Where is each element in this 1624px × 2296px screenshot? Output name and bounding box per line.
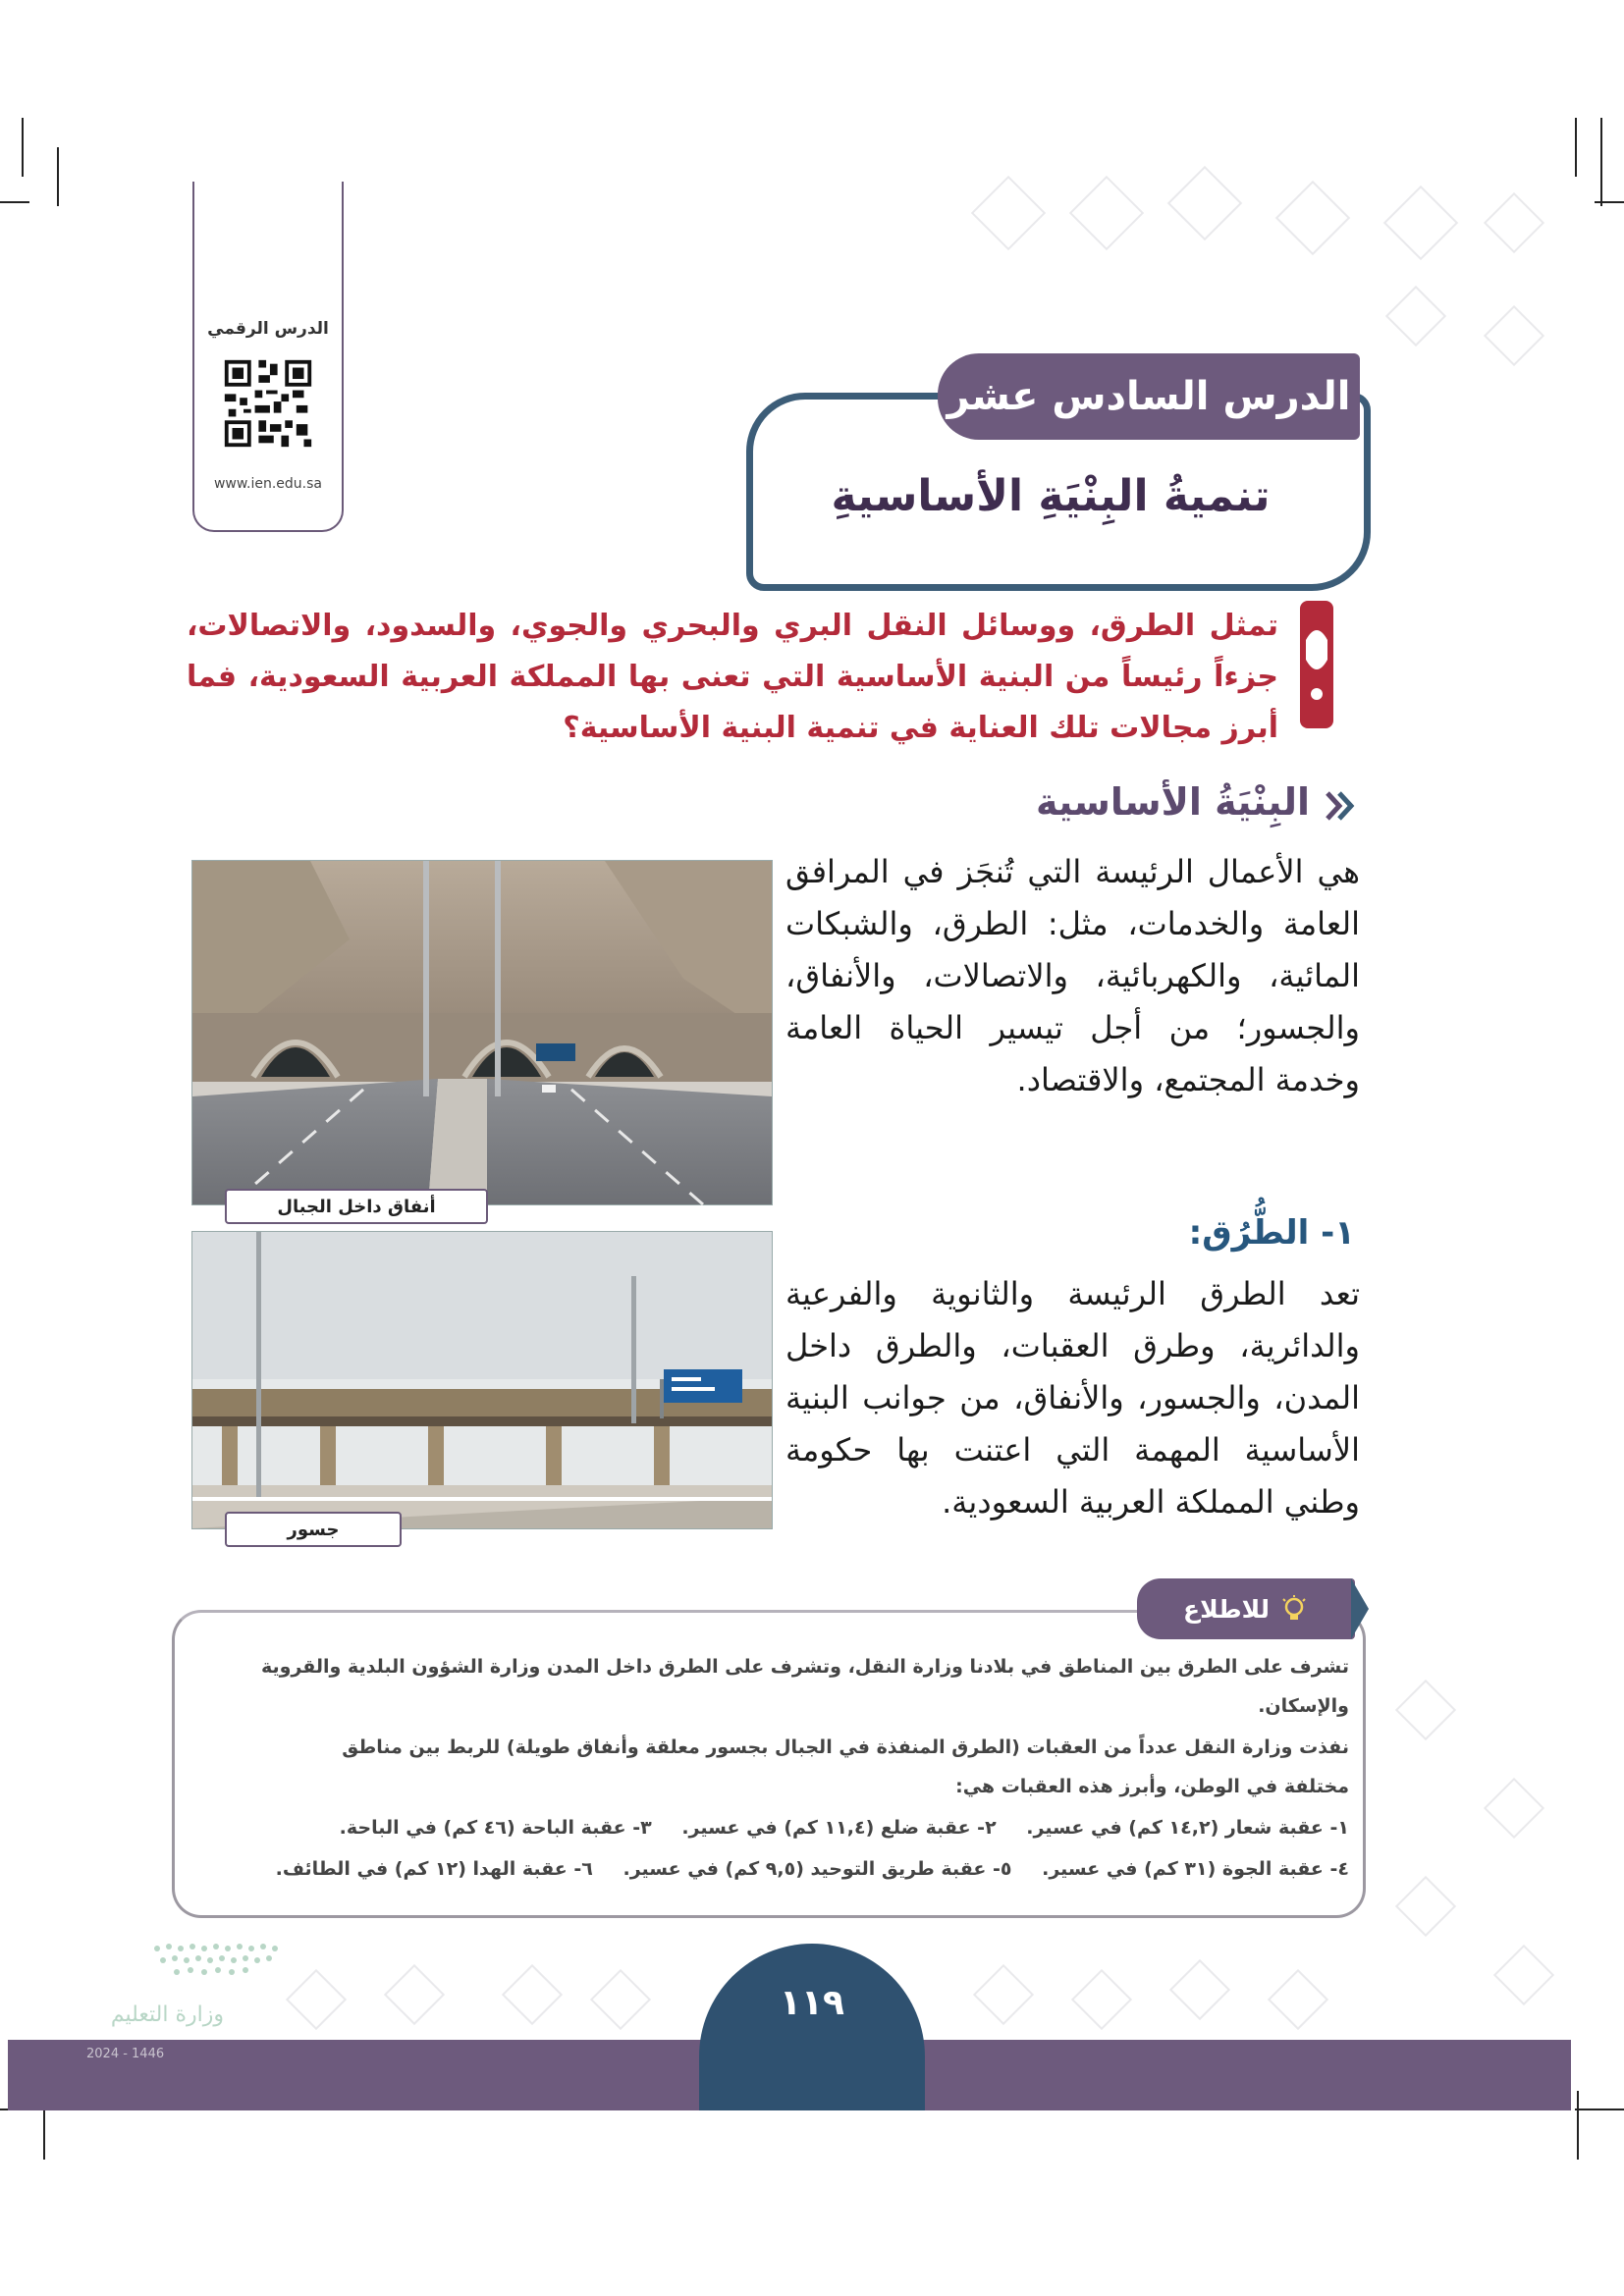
crop-mark bbox=[1577, 2091, 1579, 2160]
bridges-illustration bbox=[192, 1232, 772, 1528]
crop-mark bbox=[1600, 118, 1602, 206]
photo-bridges bbox=[191, 1231, 773, 1540]
intro-question: تمثل الطرق، ووسائل النقل البري والبحري والجوي، والسدود، والاتصالات، جزءاً رئيساً من البنية الأساسية التي تعنى بها المملكة العربية السعودية، فما أبرز مجالات تلك العناية في تنمية البنية الأساسية؟ bbox=[187, 609, 1278, 745]
roads-heading: ١- الطُّرُق: bbox=[1188, 1213, 1355, 1253]
lesson-number-tab: الدرس السادس عشر bbox=[938, 353, 1360, 440]
roads-paragraph: تعد الطرق الرئيسة والثانوية والفرعية والدائرية، وطرق العقبات، والطرق داخل المدن، والجسور، والأنفاق، من جوانب البنية الأساسية المهمة التي اعتنت بها حكومة وطني المملكة العربية السعودية. bbox=[785, 1275, 1360, 1521]
ministry-logo-icon bbox=[147, 1939, 295, 1986]
info-items-row-2 bbox=[249, 1853, 1349, 1886]
crop-mark bbox=[0, 201, 29, 203]
qr-url[interactable]: www.ien.edu.sa bbox=[213, 476, 323, 492]
info-item: ٢- عقبة ضلع (١١,٤ كم) في عسير. bbox=[681, 1817, 997, 1839]
section-heading bbox=[864, 780, 1355, 824]
info-line-1: تشرف على الطرق بين المناطق في بلادنا وزارة النقل، وتشرف على الطرق داخل المدن وزارة الشؤون البلدية والقروية bbox=[260, 1656, 1349, 1678]
info-item: ٦- عقبة الهدا (١٢ كم) في الطائف. bbox=[275, 1858, 593, 1880]
ministry-year: 2024 - 1446 bbox=[86, 2047, 165, 2061]
info-item: ١- عقبة شعار (١٤,٢ كم) في عسير. bbox=[1026, 1817, 1349, 1839]
caption-tunnels: أنفاق داخل الجبال bbox=[225, 1189, 488, 1224]
info-line-2: والإسكان. bbox=[1258, 1695, 1349, 1717]
infrastructure-paragraph: هي الأعمال الرئيسة التي تُنجَز في المرافق العامة والخدمات، مثل: الطرق، والشبكات المائية، والكهربائية، والاتصالات، والأنفاق، والجسور؛ من أجل تيسير الحياة العامة وخدمة المجتمع، والاقتصاد. bbox=[785, 853, 1360, 1098]
section-heading-text: البِنْيَةُ الأساسية bbox=[1036, 780, 1310, 824]
tunnels-illustration bbox=[192, 861, 772, 1204]
ministry-name: وزارة التعليم bbox=[110, 2002, 224, 2027]
digital-lesson-card[interactable] bbox=[192, 182, 344, 532]
crop-mark bbox=[22, 118, 24, 177]
digital-lesson-label: الدرس الرقمي bbox=[207, 319, 329, 339]
page-number: ١١٩ bbox=[699, 1944, 925, 2110]
question-marker-icon bbox=[1294, 601, 1339, 728]
info-items-row-1 bbox=[249, 1812, 1349, 1844]
info-item: ٣- عقبة الباحة (٤٦ كم) في الباحة. bbox=[339, 1817, 652, 1839]
lightbulb-icon bbox=[1279, 1594, 1309, 1624]
info-tab-arrow-icon bbox=[1351, 1578, 1375, 1639]
photo-tunnels bbox=[191, 860, 773, 1217]
qr-code-icon[interactable] bbox=[221, 356, 315, 451]
info-tab-label: للاطلاع bbox=[1183, 1594, 1270, 1624]
info-line-4: مختلفة في الوطن، وأبرز هذه العقبات هي: bbox=[955, 1776, 1349, 1797]
crop-mark bbox=[1575, 118, 1577, 177]
crop-mark bbox=[57, 147, 59, 206]
info-item: ٤- عقبة الجوة (٣١ كم) في عسير. bbox=[1042, 1858, 1349, 1880]
crop-mark bbox=[1595, 201, 1624, 203]
info-item: ٥- عقبة طريق التوحيد (٩,٥ كم) في عسير. bbox=[623, 1858, 1012, 1880]
info-tab bbox=[1137, 1578, 1355, 1639]
crop-mark bbox=[1575, 2109, 1624, 2110]
lesson-title: تنميةُ البِنْيَةِ الأساسيةِ bbox=[831, 471, 1271, 521]
caption-bridges: جسور bbox=[225, 1512, 402, 1547]
info-line-3: نفذت وزارة النقل عدداً من العقبات (الطرق المنفذة في الجبال بجسور معلقة وأنفاق طويلة) للربط بين مناطق bbox=[342, 1736, 1349, 1758]
